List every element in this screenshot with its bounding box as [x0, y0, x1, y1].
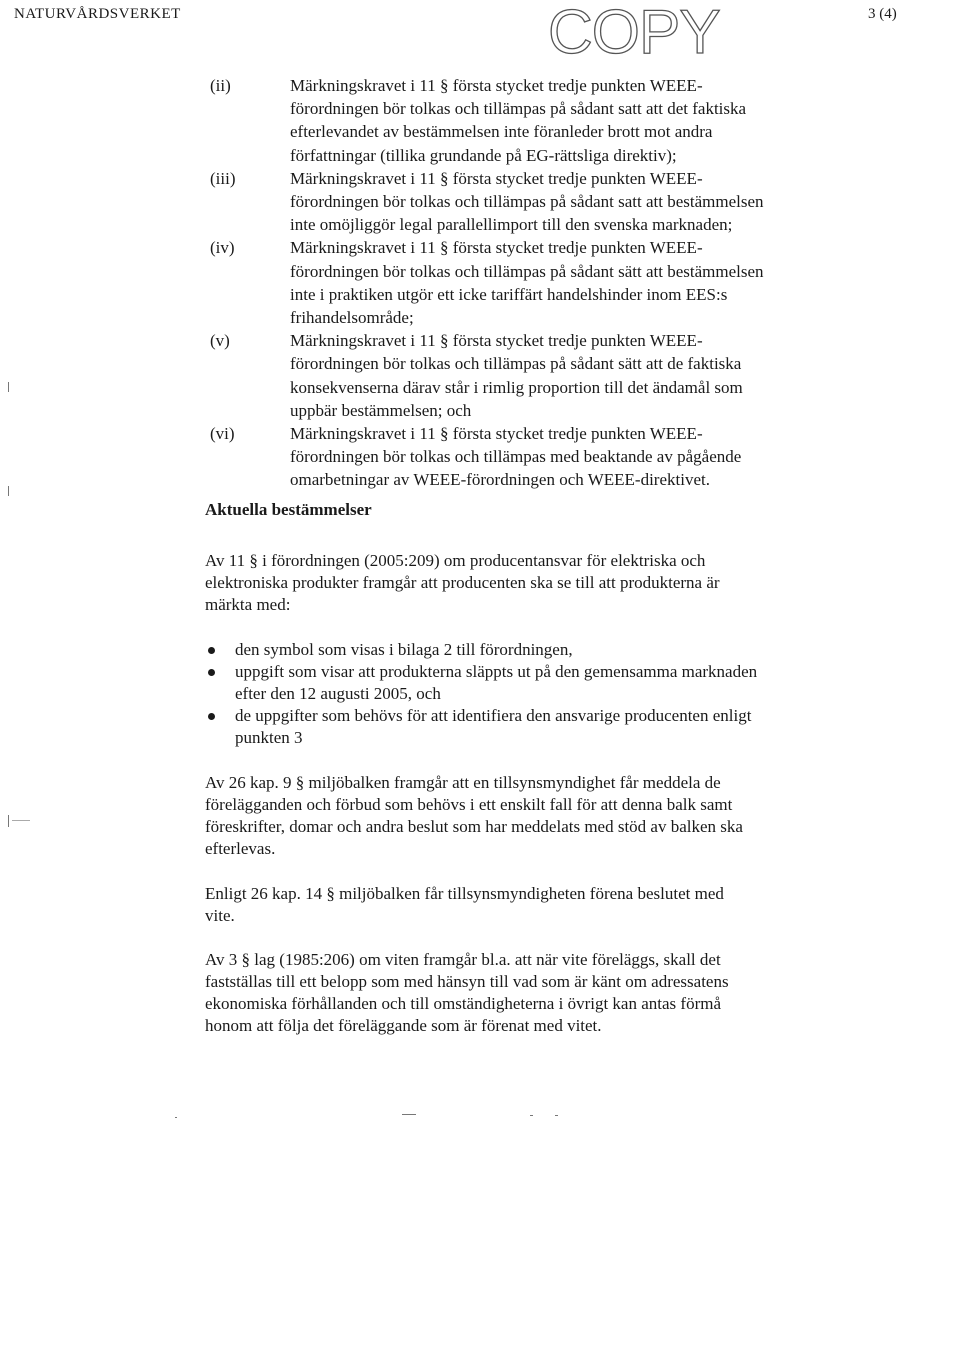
bullet-line: uppgift som visar att produkterna släppts ut på den gemensamma marknaden: [235, 662, 758, 681]
item-line: Märkningskravet i 11 § första stycket tredje punkten WEEE-: [290, 76, 703, 95]
paragraph-line: Av 3 § lag (1985:206) om viten framgår bl.a. att när vite föreläggs, skall det: [205, 950, 721, 969]
copy-stamp: COPY: [548, 0, 720, 67]
bullet-line: punkten 3: [235, 728, 303, 747]
agency-name: NATURVÅRDSVERKET: [14, 6, 181, 22]
item-line: efterlevandet av bestämmelsen inte föranleder brott mot andra: [290, 122, 713, 142]
item-line: Märkningskravet i 11 § första stycket tredje punkten WEEE-: [290, 424, 703, 444]
page-number: 3 (4): [868, 6, 897, 22]
bullet-line: efter den 12 augusti 2005, och: [235, 684, 441, 703]
item-line: Märkningskravet i 11 § första stycket tredje punkten WEEE-: [290, 331, 703, 351]
item-line: förordningen bör tolkas och tillämpas med beaktande av pågående: [290, 447, 742, 467]
bullet-line: de uppgifter som behövs för att identifiera den ansvarige producenten enligt: [235, 706, 752, 725]
bullet-list: [205, 639, 825, 749]
paragraph-line: elektroniska produkter framgår att producenten ska se till att produkterna är: [205, 573, 720, 592]
scan-mark: [555, 1115, 558, 1116]
item-number: (vi): [210, 424, 235, 444]
paragraph-line: Av 11 § i förordningen (2005:209) om producentansvar för elektriska och: [205, 551, 706, 570]
item-line: omarbetningar av WEEE-förordningen och WEEE-direktivet.: [290, 470, 710, 490]
scan-mark: [12, 820, 30, 821]
paragraph-viteslag: [205, 949, 825, 1037]
paragraph-miljobalken-9: [205, 772, 825, 860]
scan-mark: [8, 486, 9, 496]
paragraph-miljobalken-14: [205, 883, 825, 927]
paragraph-line: märkta med:: [205, 595, 291, 614]
bullet-icon: [208, 647, 215, 654]
scan-mark: [8, 382, 9, 392]
item-line: förordningen bör tolkas och tillämpas på sådant sätt att bestämmelsen: [290, 261, 764, 281]
bullet-line: den symbol som visas i bilaga 2 till förordningen,: [235, 640, 573, 659]
bullet-item: [205, 639, 825, 661]
paragraph-line: efterlevas.: [205, 839, 276, 858]
item-line: inte omöjliggör legal parallellimport till den svenska marknaden;: [290, 215, 733, 235]
list-item-iv: [210, 236, 830, 329]
paragraph-line: förelägganden och förbud som behövs i ett enskilt fall för att denna balk samt: [205, 795, 733, 814]
paragraph-line: vite.: [205, 906, 235, 925]
item-number: (iv): [210, 238, 235, 258]
bullet-icon: [208, 713, 215, 720]
bullet-item: [205, 705, 825, 749]
item-number: (ii): [210, 76, 231, 95]
list-item-ii: [210, 74, 830, 167]
paragraph-line: honom att följa det föreläggande som är förenat med vitet.: [205, 1016, 602, 1035]
item-number: (iii): [210, 168, 236, 188]
item-line: konsekvenserna därav står i rimlig proportion till det ändamål som: [290, 377, 743, 397]
list-item-vi: [210, 422, 830, 492]
intro-paragraph: [205, 550, 825, 616]
paragraph-line: ekonomiska förhållanden och till omständigheterna i övrigt kan antas förmå: [205, 994, 721, 1013]
numbered-list: [210, 74, 830, 492]
scan-mark: [8, 815, 9, 827]
paragraph-line: Enligt 26 kap. 14 § miljöbalken får tillsynsmyndigheten förena beslutet med: [205, 884, 724, 903]
scan-mark: [530, 1115, 533, 1116]
item-line: frihandelsområde;: [290, 308, 414, 328]
item-line: inte i praktiken utgör ett icke tariffärt handelshinder inom EES:s: [290, 284, 728, 304]
item-line: förordningen bör tolkas och tillämpas på sådant satt att bestämmelsen: [290, 192, 764, 212]
item-line: uppbär bestämmelsen; och: [290, 400, 472, 420]
paragraph-line: Av 26 kap. 9 § miljöbalken framgår att en tillsynsmyndighet får meddela de: [205, 773, 721, 792]
scan-mark: [175, 1117, 177, 1118]
item-number: (v): [210, 331, 230, 351]
paragraph-line: fastställas till ett belopp som med hänsyn till vad som är känt om adressatens: [205, 972, 729, 991]
item-line: förordningen bör tolkas och tillämpas på sådant sätt att de faktiska: [290, 354, 742, 374]
section-heading: Aktuella bestämmelser: [205, 500, 372, 519]
bullet-icon: [208, 669, 215, 676]
item-line: författningar (tillika grundande på EG-rättsliga direktiv);: [290, 145, 677, 165]
paragraph-line: föreskrifter, domar och andra beslut som har meddelats med stöd av balken ska: [205, 817, 743, 836]
list-item-v: [210, 329, 830, 422]
item-line: Märkningskravet i 11 § första stycket tredje punkten WEEE-: [290, 238, 703, 258]
item-line: Märkningskravet i 11 § första stycket tredje punkten WEEE-: [290, 168, 703, 188]
list-item-iii: [210, 167, 830, 237]
scan-mark: [402, 1114, 416, 1115]
item-line: förordningen bör tolkas och tillämpas på sådant satt att det faktiska: [290, 99, 747, 119]
bullet-item: [205, 661, 825, 705]
